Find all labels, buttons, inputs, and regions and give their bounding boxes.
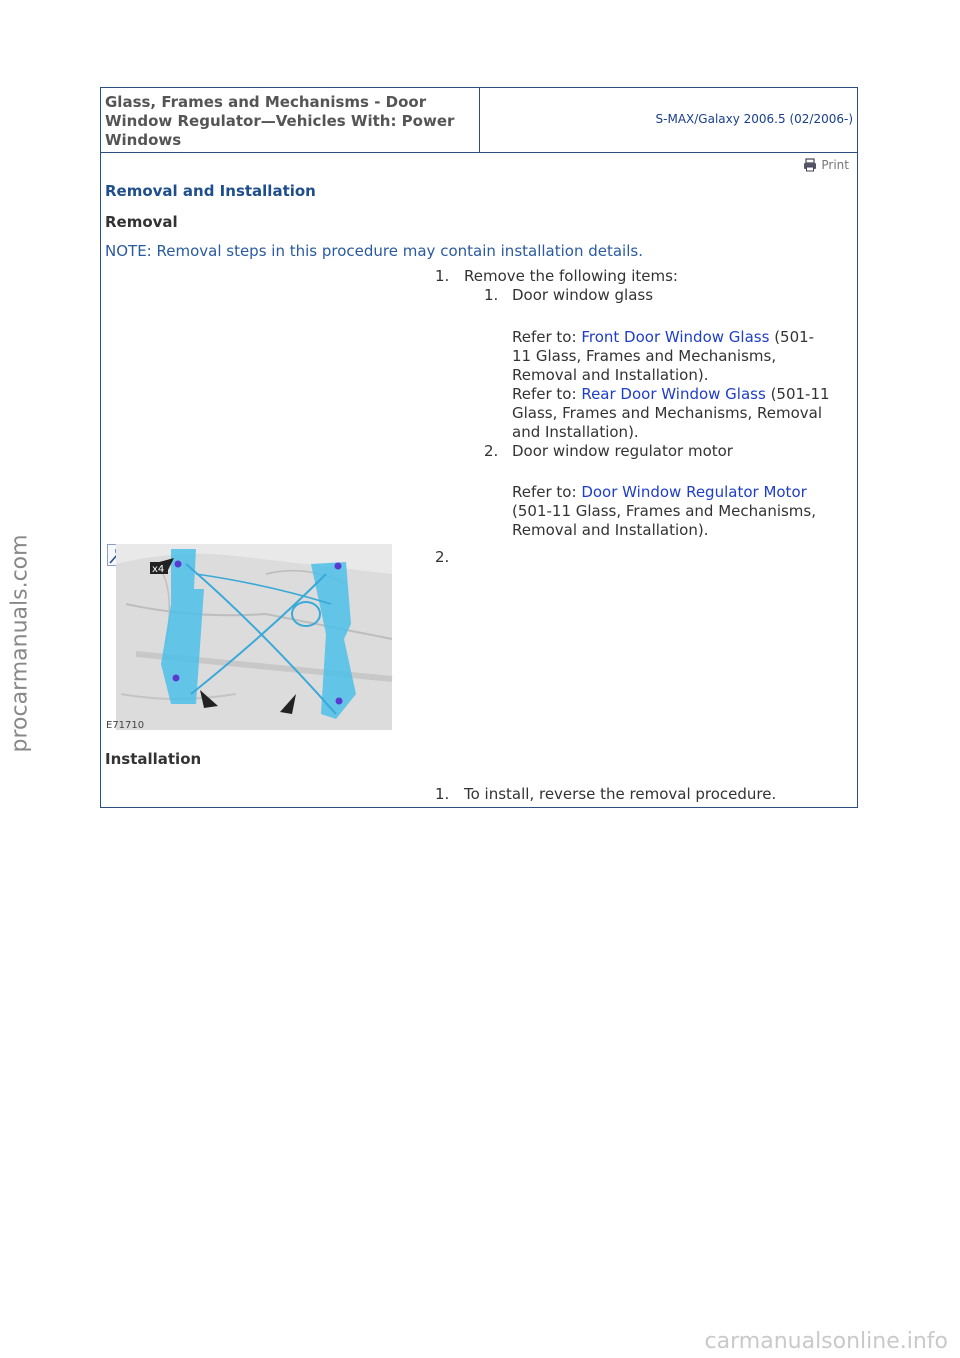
substep-number: 1.	[484, 286, 499, 304]
rear-door-window-glass-link[interactable]: Rear Door Window Glass	[581, 385, 766, 403]
printer-icon	[803, 158, 817, 172]
procedure-frame	[100, 87, 858, 808]
reference-line: 11 Glass, Frames and Mechanisms,	[512, 347, 777, 365]
installation-heading: Installation	[105, 750, 202, 768]
substep-text: Door window glass	[512, 286, 654, 304]
reference-suffix: (501-	[774, 328, 815, 346]
figure-code: E71710	[106, 720, 145, 731]
print-label: Print	[821, 158, 849, 172]
door-window-regulator-motor-link[interactable]: Door Window Regulator Motor	[581, 483, 807, 501]
reference-line: Glass, Frames and Mechanisms, Removal	[512, 404, 823, 422]
reference-line	[512, 385, 830, 404]
refer-to-label: Refer to:	[512, 385, 577, 403]
header-divider	[479, 88, 480, 152]
bottom-watermark: carmanualsonline.info	[704, 1329, 948, 1354]
procedure-title: Glass, Frames and Mechanisms - Door Window Regulator—Vehicles With: Power Windows	[105, 93, 455, 149]
substep-text: Door window regulator motor	[512, 442, 733, 460]
reference-line	[512, 483, 807, 502]
side-watermark: procarmanuals.com	[7, 534, 33, 753]
step-number: 1.	[435, 785, 450, 803]
vehicle-model: S-MAX/Galaxy 2006.5 (02/2006-)	[655, 112, 853, 126]
reference-suffix: (501-11	[770, 385, 830, 403]
step-number: 1.	[435, 267, 450, 285]
step-number: 2.	[435, 548, 450, 566]
refer-to-label: Refer to:	[512, 328, 577, 346]
removal-note: NOTE: Removal steps in this procedure may contain installation details.	[105, 242, 643, 260]
substep-number: 2.	[484, 442, 499, 460]
header-row	[101, 88, 857, 153]
removal-heading: Removal	[105, 213, 178, 231]
print-button[interactable]	[803, 158, 849, 172]
window-regulator-illustration	[106, 544, 392, 731]
reference-line: Removal and Installation).	[512, 521, 709, 539]
fastener-callout: x4	[152, 564, 165, 575]
reference-line: Removal and Installation).	[512, 366, 709, 384]
reference-line: (501-11 Glass, Frames and Mechanisms,	[512, 502, 817, 520]
reference-line	[512, 328, 814, 347]
step-text: To install, reverse the removal procedure.	[464, 785, 777, 803]
step-text: Remove the following items:	[464, 267, 678, 285]
reference-line: and Installation).	[512, 423, 639, 441]
front-door-window-glass-link[interactable]: Front Door Window Glass	[581, 328, 770, 346]
refer-to-label: Refer to:	[512, 483, 577, 501]
removal-installation-heading: Removal and Installation	[105, 182, 316, 200]
